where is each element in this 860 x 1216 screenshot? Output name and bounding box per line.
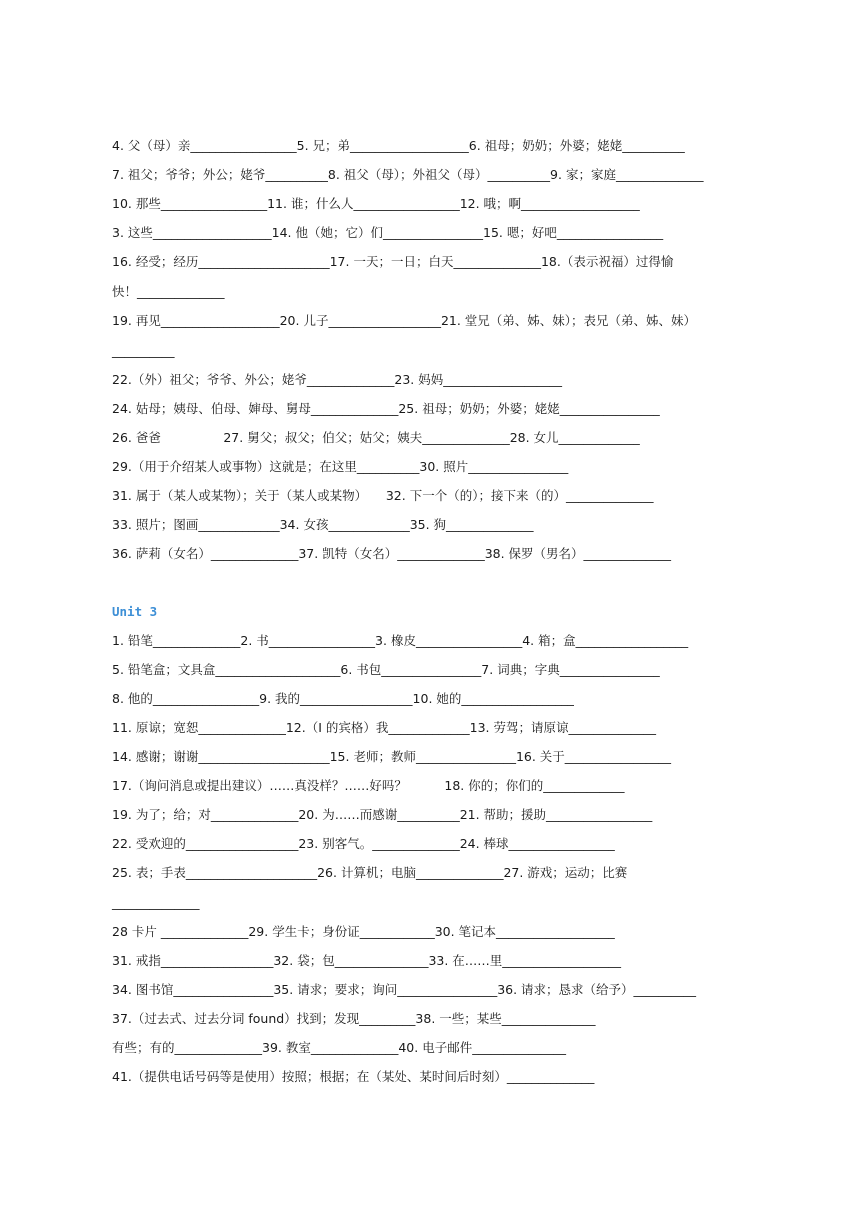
vocab-line: 36. 萨莉（女名）______________37. 凯特（女名）______________38. 保罗（男名）______________ bbox=[112, 546, 672, 561]
vocab-line: 22. 受欢迎的__________________23. 别客气。______________24. 棒球_________________ bbox=[112, 836, 615, 851]
vocab-line: 24. 姑母；姨母、伯母、婶母、舅母______________25. 祖母；奶奶；外婆；姥姥________________ bbox=[112, 401, 660, 416]
vocab-line: ______________ bbox=[112, 895, 200, 910]
vocab-line: 31. 戒指__________________32. 袋；包_______________33. 在……里___________________ bbox=[112, 953, 622, 968]
vocab-line: 31. 属于（某人或某物）；关于（某人或某物） 32. 下一个（的）；接下来（的）______________ bbox=[112, 488, 654, 503]
vocab-line: 快！______________ bbox=[112, 284, 225, 299]
vocab-line: 25. 表；手表_____________________26. 计算机；电脑______________27. 游戏；运动；比赛 bbox=[112, 865, 628, 880]
vocab-line: 有些；有的______________39. 教室______________40. 电子邮件_______________ bbox=[112, 1040, 566, 1055]
vocab-line: 19. 再见___________________20. 儿子__________________21. 堂兄（弟、姊、妹）；表兄（弟、姊、妹） bbox=[112, 313, 697, 328]
vocab-line: 10. 那些_________________11. 谁；什么人_________________12. 哦；啊___________________ bbox=[112, 196, 640, 211]
vocab-line: 22.（外）祖父；爷爷、外公；姥爷______________23. 妈妈___________________ bbox=[112, 372, 562, 387]
vocab-line: 34. 图书馆________________35. 请求；要求；询问________________36. 请求；恳求（给予）__________ bbox=[112, 982, 697, 997]
vocab-line: 17.（询问消息或提出建议）……真没样？……好吗？ 18. 你的；你们的_____________ bbox=[112, 778, 625, 793]
vocab-line: 3. 这些___________________14. 他（她；它）们________________15. 嗯；好吧_________________ bbox=[112, 225, 664, 240]
vocab-line: 14. 感谢；谢谢_____________________15. 老师；教师________________16. 关于_________________ bbox=[112, 749, 672, 764]
vocab-line: 11. 原谅；宽恕______________12.（I 的宾格）我_____________13. 劳驾；请原谅______________ bbox=[112, 720, 656, 735]
vocab-line: __________ bbox=[112, 343, 175, 358]
vocab-line: 26. 爸爸 27. 舅父；叔父；伯父；姑父；姨夫______________28. 女儿_____________ bbox=[112, 430, 640, 445]
vocab-line: 19. 为了；给；对______________20. 为……而感谢__________21. 帮助；援助_________________ bbox=[112, 807, 653, 822]
vocab-line: 7. 祖父；爷爷；外公；姥爷__________8. 祖父（母）；外祖父（母）__________9. 家；家庭______________ bbox=[112, 167, 704, 182]
unit-heading: Unit 3 bbox=[112, 604, 158, 619]
vocab-line: 1. 铅笔______________2. 书_________________3. 橡皮_________________4. 箱；盒__________________ bbox=[112, 633, 689, 648]
vocab-line: 5. 铅笔盒；文具盒____________________6. 书包________________7. 词典；字典________________ bbox=[112, 662, 660, 677]
vocab-line: 33. 照片；图画_____________34. 女孩_____________35. 狗______________ bbox=[112, 517, 534, 532]
vocab-line: 16. 经受；经历_____________________17. 一天；一日；白天______________18.（表示祝福）过得愉 bbox=[112, 254, 674, 269]
vocab-line: 29.（用于介绍某人或事物）这就是；在这里__________30. 照片________________ bbox=[112, 459, 569, 474]
vocab-line: 28 卡片 ______________29. 学生卡；身份证____________30. 笔记本___________________ bbox=[112, 924, 615, 939]
vocab-line: 41.（提供电话号码等是使用）按照；根据；在（某处、某时间后时刻）______________ bbox=[112, 1069, 595, 1084]
vocab-line: 4. 父（母）亲_________________5. 兄；弟___________________6. 祖母；奶奶；外婆；姥姥__________ bbox=[112, 138, 685, 153]
vocab-line: 8. 他的_________________9. 我的__________________10. 她的__________________ bbox=[112, 691, 574, 706]
vocab-line: 37.（过去式、过去分词 found）找到；发现_________38. 一些；某些_______________ bbox=[112, 1011, 596, 1026]
